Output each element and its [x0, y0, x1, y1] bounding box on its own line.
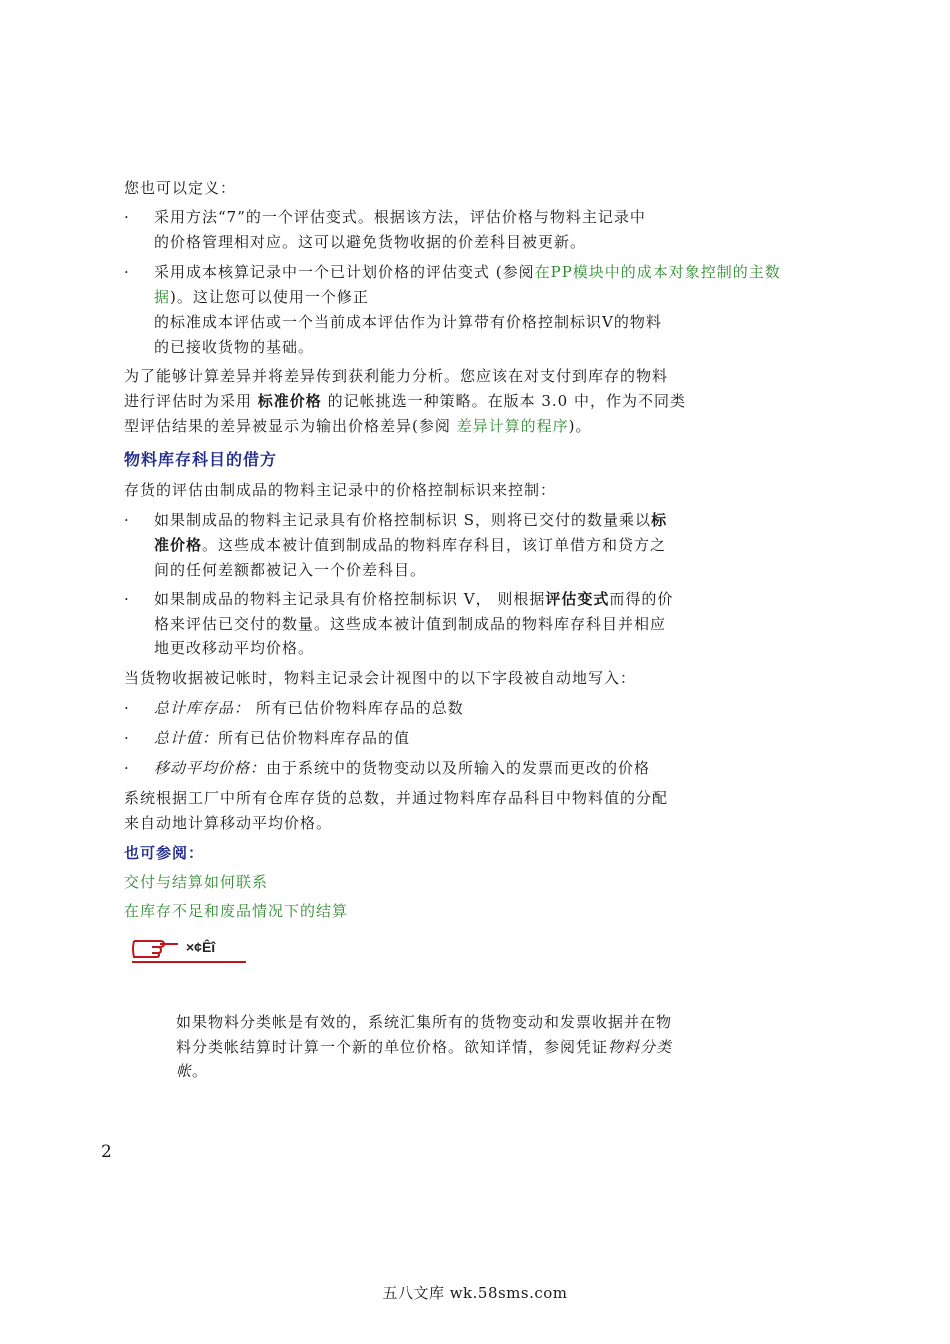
para1-text: 型评估结果的差异被显示为输出价格差异(参阅 [124, 417, 457, 435]
bold-term: 准价格 [154, 536, 203, 554]
field-name: 总计值： [154, 729, 219, 747]
bullet3-text: 如果制成品的物料主记录具有价格控制标识 S，则将已交付的数量乘以 [154, 511, 652, 529]
section-heading: 物料库存科目的借方 [124, 450, 278, 469]
field-desc: 所有已估价物料库存品的值 [218, 729, 411, 747]
footer-watermark: 五八文库 wk.58sms.com [382, 1284, 568, 1302]
para4-line1: 系统根据工厂中所有仓库存货的总数，并通过物料库存品科目中物料值的分配 [124, 789, 669, 807]
page-number: 2 [101, 1142, 112, 1162]
bold-term: 标 [651, 511, 668, 529]
para1-text: 进行评估时为采用 [124, 392, 258, 410]
bullet3-line3: 间的任何差额都被记入一个价差科目。 [154, 561, 427, 579]
note-text: 。 [192, 1062, 209, 1080]
bullet3-line1 [154, 510, 667, 530]
para1-line1: 为了能够计算差异并将差异传到获利能力分析。您应该在对支付到库存的物料 [124, 367, 669, 385]
para4-line2: 来自动地计算移动平均价格。 [124, 814, 333, 832]
see-also-link-delivery[interactable]: 交付与结算如何联系 [124, 873, 269, 891]
bullet2-text: 采用成本核算记录中一个已计划价格的评估变式 (参阅 [154, 263, 535, 281]
bullet-glyph: · [124, 759, 129, 777]
note-line2 [176, 1037, 672, 1057]
bullet2-line1 [154, 262, 781, 282]
note-line1: 如果物料分类帐是有效的，系统汇集所有的货物变动和发票收据并在物 [176, 1013, 673, 1031]
para1-text: )。 [568, 417, 592, 435]
bullet3-text: 。这些成本被计值到制成品的物料库存科目，该订单借方和贷方之 [202, 536, 667, 554]
note-label: ×¢Êî [186, 939, 216, 955]
field-name: 移动平均价格： [154, 759, 267, 777]
para1-text: 的记帐挑选一种策略。在版本 3.0 中，作为不同类 [321, 392, 686, 410]
bullet1-line1: 采用方法“7”的一个评估变式。根据该方法，评估价格与物料主记录中 [154, 208, 646, 226]
bullet1-line2: 的价格管理相对应。这可以避免货物收据的价差科目被更新。 [154, 233, 587, 251]
bullet4-text: 而得的价 [609, 590, 674, 608]
bullet2-line2 [154, 287, 369, 307]
para1-line2 [124, 391, 686, 411]
note-line3 [176, 1061, 208, 1081]
bullet4-line2: 格来评估已交付的数量。这些成本被计值到制成品的物料库存科目并相应 [154, 615, 667, 633]
bullet3-line2 [154, 535, 666, 555]
bullet2-line4: 的已接收货物的基础。 [154, 338, 315, 356]
link-pp-cost-object[interactable]: 在PP模块中的成本对象控制的主数 [534, 263, 781, 281]
field-name: 总计库存品： [154, 699, 251, 717]
field-item [154, 728, 410, 748]
bullet2-line3: 的标准成本评估或一个当前成本评估作为计算带有价格控制标识V的物料 [154, 313, 662, 331]
bullet4-text: 如果制成品的物料主记录具有价格控制标识 V， 则根据 [154, 590, 546, 608]
link-variance-calc[interactable]: 差异计算的程序 [456, 417, 569, 435]
field-item [154, 698, 464, 718]
bold-term: 评估变式 [545, 590, 610, 608]
note-italic-ref: 帐 [176, 1062, 193, 1080]
bullet4-line1 [154, 589, 673, 609]
bullet-glyph: · [124, 511, 129, 529]
link-pp-cost-object-cont[interactable]: 据 [154, 288, 171, 306]
bullet-glyph: · [124, 263, 129, 281]
para1-line3 [124, 416, 592, 436]
field-item [154, 758, 650, 778]
bullet-glyph: · [124, 729, 129, 747]
field-desc: 所有已估价物料库存品的总数 [250, 699, 464, 717]
bullet4-line3: 地更改移动平均价格。 [154, 639, 315, 657]
note-italic-ref: 物料分类 [608, 1038, 673, 1056]
see-also-link-shortage[interactable]: 在库存不足和废品情况下的结算 [124, 902, 349, 920]
bold-term: 标准价格 [257, 392, 322, 410]
bullet2-text: )。这让您可以使用一个修正 [170, 288, 369, 306]
field-desc: 由于系统中的货物变动以及所输入的发票而更改的价格 [266, 759, 651, 777]
bullet-glyph: · [124, 590, 129, 608]
intro-text: 您也可以定义： [124, 179, 237, 197]
note-text: 料分类帐结算时计算一个新的单位价格。欲知详情，参阅凭证 [176, 1038, 609, 1056]
bullet-glyph: · [124, 208, 129, 226]
see-also-title: 也可参阅： [124, 844, 205, 862]
para3: 当货物收据被记帐时，物料主记录会计视图中的以下字段被自动地写入： [124, 669, 637, 687]
bullet-glyph: · [124, 699, 129, 717]
para2: 存货的评估由制成品的物料主记录中的价格控制标识来控制： [124, 481, 557, 499]
